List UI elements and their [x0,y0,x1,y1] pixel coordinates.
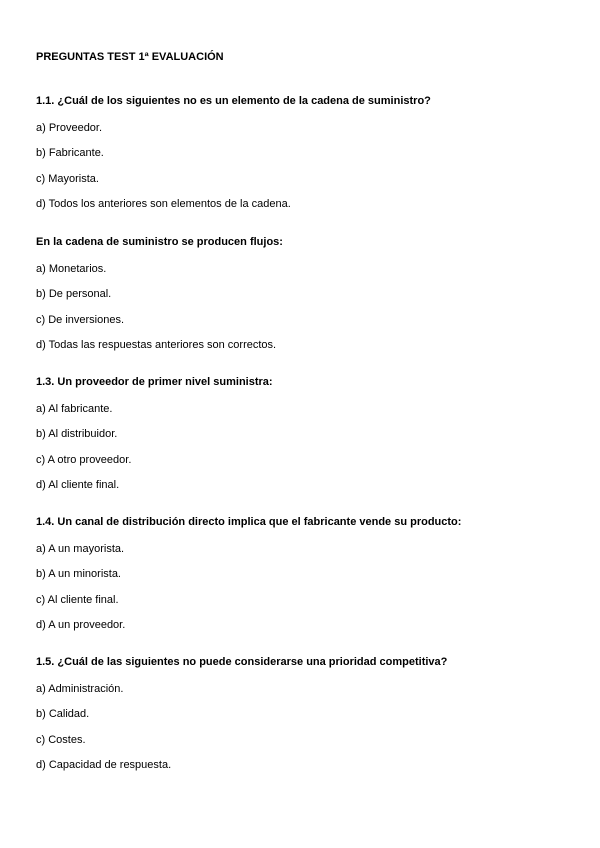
answer-option-c: c) Mayorista. [36,172,99,185]
answer-option-a: a) Al fabricante. [36,403,113,415]
answer-option-b: b) De personal. [36,288,112,301]
question-text: 1.4. Un canal de distribución directo implica que el fabricante vende su producto: [36,516,462,528]
answer-option-a: a) Proveedor. [36,122,103,134]
answer-option-c: c) De inversiones. [36,313,125,326]
answer-option-d: d) Todos los anteriores son elementos de la cadena. [36,197,291,210]
answer-option-a: a) Monetarios. [36,263,107,275]
question-text: 1.1. ¿Cuál de los siguientes no es un elemento de la cadena de suministro? [36,95,431,107]
question-4 [36,515,576,632]
answer-option-d: d) Capacidad de respuesta. [36,758,172,771]
answer-option-b: b) A un minorista. [36,568,121,581]
answer-option-d: d) Al cliente final. [36,478,120,491]
document-title: PREGUNTAS TEST 1ª EVALUACIÓN [36,51,224,63]
question-3 [36,375,576,492]
answer-option-b: b) Al distribuidor. [36,428,118,441]
answer-option-c: c) A otro proveedor. [36,453,132,466]
answer-option-a: a) A un mayorista. [36,543,125,555]
answer-option-d: d) A un proveedor. [36,618,126,631]
question-text: 1.3. Un proveedor de primer nivel suministra: [36,376,273,388]
question-2 [36,235,576,352]
answer-option-d: d) Todas las respuestas anteriores son correctos. [36,338,277,351]
question-1 [36,94,576,211]
answer-option-a: a) Administración. [36,683,124,695]
answer-option-c: c) Costes. [36,733,86,746]
answer-option-c: c) Al cliente final. [36,593,119,606]
question-5 [36,655,576,772]
question-text: 1.5. ¿Cuál de las siguientes no puede considerarse una prioridad competitiva? [36,656,448,668]
answer-option-b: b) Fabricante. [36,147,104,160]
question-text: En la cadena de suministro se producen flujos: [36,236,283,248]
answer-option-b: b) Calidad. [36,708,90,721]
